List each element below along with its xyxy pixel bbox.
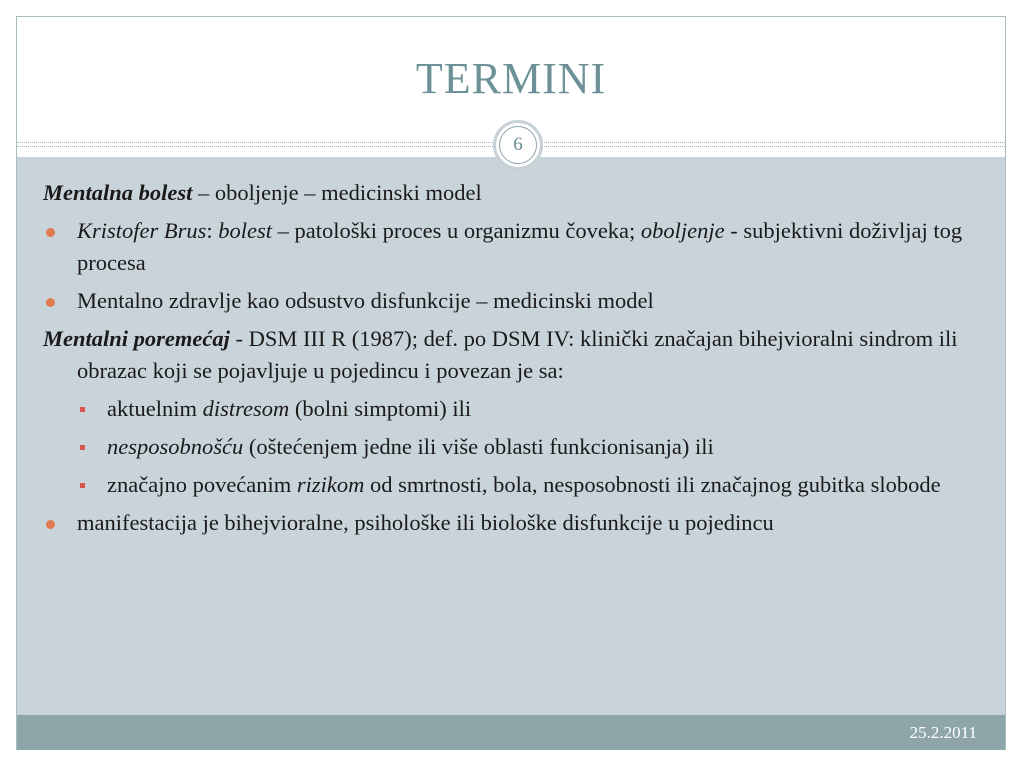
list-item xyxy=(43,507,987,539)
author-name: Kristofer Brus xyxy=(77,218,207,243)
term-oboljenje: oboljenje xyxy=(640,218,725,243)
footer-bar xyxy=(17,715,1005,750)
page-number-badge xyxy=(493,120,543,170)
item-text-end: - subjektivni doživljaj tog procesa xyxy=(77,218,963,275)
item-text-end: (bolni simptomi) ili xyxy=(289,396,472,421)
slide-frame xyxy=(16,16,1006,750)
list-item xyxy=(43,285,987,317)
square-bullet-icon xyxy=(80,445,85,450)
item-text-end: od smrtnosti, bola, nesposobnosti ili značajnog gubitka slobode xyxy=(364,472,941,497)
item-text: značajno povećanim xyxy=(107,472,297,497)
sub-list-item xyxy=(43,431,987,463)
body-text xyxy=(43,177,987,545)
item-text: – patološki proces u organizmu čoveka; xyxy=(272,218,641,243)
page-number: 6 xyxy=(499,126,537,164)
square-bullet-icon xyxy=(80,407,85,412)
term-mentalna-bolest: Mentalna bolest xyxy=(43,180,193,205)
term-bolest: bolest xyxy=(218,218,273,243)
sub-list-item xyxy=(43,393,987,425)
paragraph-mentalni-poremecaj xyxy=(43,323,987,387)
slide-date: 25.2.2011 xyxy=(909,723,977,742)
paragraph-mentalna-bolest xyxy=(43,177,987,209)
bullet-icon xyxy=(46,298,55,307)
term-nesposobnoscu: nesposobnošću xyxy=(107,434,244,459)
paragraph-text: - DSM III R (1987); def. po DSM IV: klinički značajan bihejvioralni sindrom ili obrazac koji se pojavljuje u pojedincu i povezan je sa: xyxy=(77,326,958,383)
bullet-icon xyxy=(46,228,55,237)
item-text: aktuelnim xyxy=(107,396,203,421)
list-item xyxy=(43,215,987,279)
paragraph-text: – oboljenje – medicinski model xyxy=(192,180,482,205)
term-distresom: distresom xyxy=(202,396,290,421)
item-text: manifestacija je bihejvioralne, psihološke ili biološke disfunkcije u pojedincu xyxy=(77,510,774,535)
item-text-end: (oštećenjem jedne ili više oblasti funkcionisanja) ili xyxy=(243,434,714,459)
sub-list-item xyxy=(43,469,987,501)
content-panel xyxy=(17,157,1005,715)
term-rizikom: rizikom xyxy=(296,472,365,497)
item-text: Mentalno zdravlje kao odsustvo disfunkcije – medicinski model xyxy=(77,288,654,313)
separator: : xyxy=(206,218,219,243)
bullet-icon xyxy=(46,520,55,529)
slide-title: TERMINI xyxy=(415,54,607,103)
square-bullet-icon xyxy=(80,483,85,488)
term-mentalni-poremecaj: Mentalni poremećaj xyxy=(43,326,230,351)
